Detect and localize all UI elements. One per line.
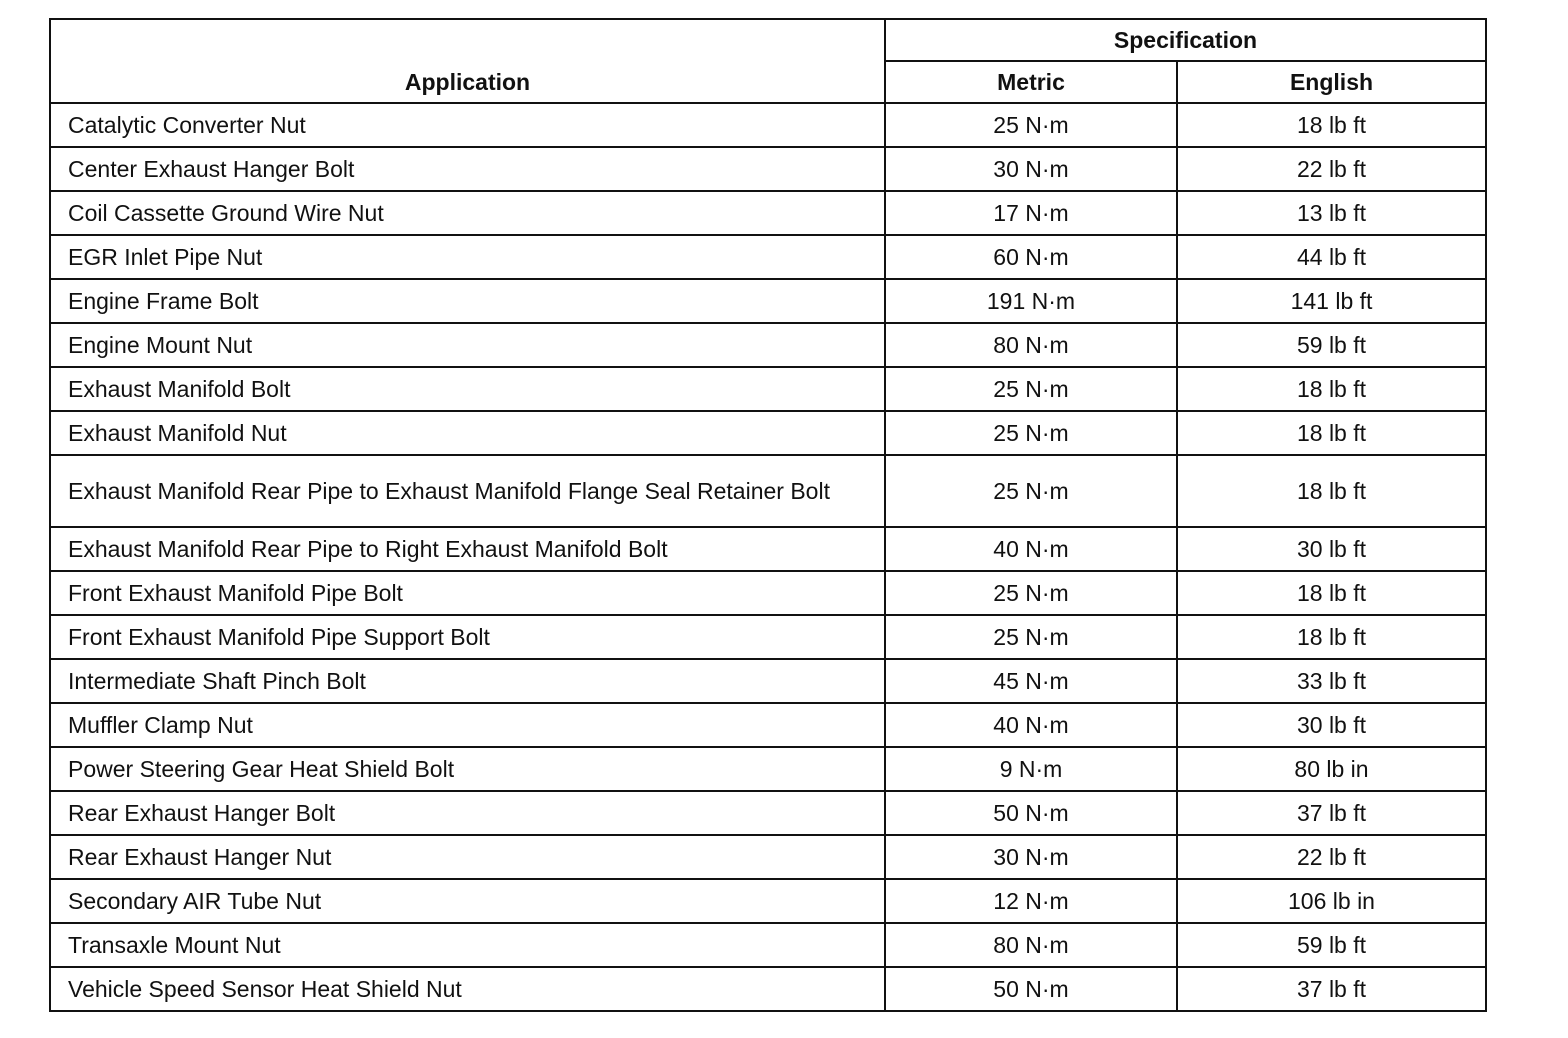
table-row xyxy=(50,235,1486,279)
metric-cell: 40 N·m xyxy=(885,703,1177,747)
application-cell: Front Exhaust Manifold Pipe Bolt xyxy=(50,571,885,615)
table-row xyxy=(50,323,1486,367)
metric-cell: 80 N·m xyxy=(885,323,1177,367)
application-column-header: Application xyxy=(50,19,885,103)
metric-cell: 17 N·m xyxy=(885,191,1177,235)
metric-cell: 191 N·m xyxy=(885,279,1177,323)
metric-column-header: Metric xyxy=(885,61,1177,103)
english-cell: 106 lb in xyxy=(1177,879,1486,923)
table-row xyxy=(50,191,1486,235)
specification-column-header: Specification xyxy=(885,19,1486,61)
metric-cell: 9 N·m xyxy=(885,747,1177,791)
table-row xyxy=(50,791,1486,835)
english-cell: 30 lb ft xyxy=(1177,527,1486,571)
english-cell: 18 lb ft xyxy=(1177,615,1486,659)
table-row xyxy=(50,967,1486,1011)
application-cell: Catalytic Converter Nut xyxy=(50,103,885,147)
table-row xyxy=(50,455,1486,527)
metric-cell: 40 N·m xyxy=(885,527,1177,571)
application-cell: Exhaust Manifold Nut xyxy=(50,411,885,455)
table-row xyxy=(50,147,1486,191)
application-cell: Transaxle Mount Nut xyxy=(50,923,885,967)
application-cell: Exhaust Manifold Rear Pipe to Right Exhaust Manifold Bolt xyxy=(50,527,885,571)
metric-cell: 30 N·m xyxy=(885,835,1177,879)
metric-cell: 25 N·m xyxy=(885,455,1177,527)
torque-spec-table xyxy=(49,18,1487,1012)
table-row xyxy=(50,411,1486,455)
table-row xyxy=(50,659,1486,703)
english-cell: 44 lb ft xyxy=(1177,235,1486,279)
application-cell: Front Exhaust Manifold Pipe Support Bolt xyxy=(50,615,885,659)
application-cell: Center Exhaust Hanger Bolt xyxy=(50,147,885,191)
english-cell: 18 lb ft xyxy=(1177,411,1486,455)
metric-cell: 30 N·m xyxy=(885,147,1177,191)
english-cell: 141 lb ft xyxy=(1177,279,1486,323)
table-row xyxy=(50,279,1486,323)
table-header xyxy=(50,19,1486,103)
table-row xyxy=(50,703,1486,747)
english-cell: 30 lb ft xyxy=(1177,703,1486,747)
application-cell: Exhaust Manifold Bolt xyxy=(50,367,885,411)
metric-cell: 60 N·m xyxy=(885,235,1177,279)
application-cell: Exhaust Manifold Rear Pipe to Exhaust Manifold Flange Seal Retainer Bolt xyxy=(50,455,885,527)
metric-cell: 80 N·m xyxy=(885,923,1177,967)
metric-cell: 25 N·m xyxy=(885,571,1177,615)
metric-cell: 25 N·m xyxy=(885,367,1177,411)
table-row xyxy=(50,527,1486,571)
application-cell: Coil Cassette Ground Wire Nut xyxy=(50,191,885,235)
table-row xyxy=(50,103,1486,147)
metric-cell: 50 N·m xyxy=(885,791,1177,835)
application-cell: EGR Inlet Pipe Nut xyxy=(50,235,885,279)
application-cell: Rear Exhaust Hanger Nut xyxy=(50,835,885,879)
application-cell: Rear Exhaust Hanger Bolt xyxy=(50,791,885,835)
table-row xyxy=(50,879,1486,923)
metric-cell: 25 N·m xyxy=(885,615,1177,659)
metric-cell: 25 N·m xyxy=(885,103,1177,147)
application-cell: Engine Frame Bolt xyxy=(50,279,885,323)
table-row xyxy=(50,835,1486,879)
english-cell: 59 lb ft xyxy=(1177,923,1486,967)
application-cell: Engine Mount Nut xyxy=(50,323,885,367)
table-row xyxy=(50,747,1486,791)
english-cell: 33 lb ft xyxy=(1177,659,1486,703)
application-cell: Secondary AIR Tube Nut xyxy=(50,879,885,923)
application-cell: Intermediate Shaft Pinch Bolt xyxy=(50,659,885,703)
english-cell: 37 lb ft xyxy=(1177,967,1486,1011)
table-row xyxy=(50,367,1486,411)
english-cell: 18 lb ft xyxy=(1177,455,1486,527)
table-row xyxy=(50,571,1486,615)
metric-cell: 50 N·m xyxy=(885,967,1177,1011)
application-cell: Vehicle Speed Sensor Heat Shield Nut xyxy=(50,967,885,1011)
metric-cell: 25 N·m xyxy=(885,411,1177,455)
english-cell: 59 lb ft xyxy=(1177,323,1486,367)
english-cell: 18 lb ft xyxy=(1177,367,1486,411)
english-cell: 13 lb ft xyxy=(1177,191,1486,235)
application-cell: Muffler Clamp Nut xyxy=(50,703,885,747)
english-cell: 18 lb ft xyxy=(1177,103,1486,147)
table-row xyxy=(50,923,1486,967)
english-cell: 22 lb ft xyxy=(1177,147,1486,191)
metric-cell: 12 N·m xyxy=(885,879,1177,923)
metric-cell: 45 N·m xyxy=(885,659,1177,703)
english-cell: 80 lb in xyxy=(1177,747,1486,791)
table-body xyxy=(50,103,1486,1011)
english-column-header: English xyxy=(1177,61,1486,103)
english-cell: 18 lb ft xyxy=(1177,571,1486,615)
english-cell: 22 lb ft xyxy=(1177,835,1486,879)
english-cell: 37 lb ft xyxy=(1177,791,1486,835)
application-cell: Power Steering Gear Heat Shield Bolt xyxy=(50,747,885,791)
table-row xyxy=(50,615,1486,659)
